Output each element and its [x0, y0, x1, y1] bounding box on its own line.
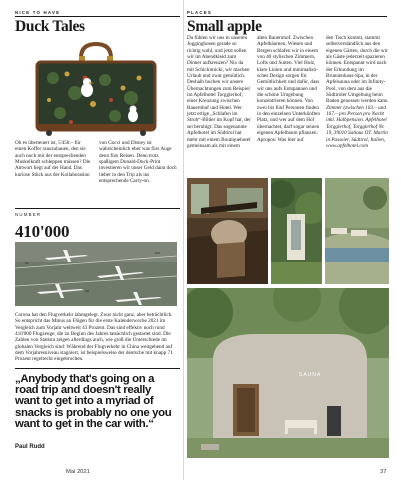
section-kicker-places: PLACES	[187, 10, 213, 15]
small-apple-col2: alten Bauernhof. Zwischen Apfelbäumen, Wiesen und Bergen schlafen wir in einem von 40 stylischen Zimmern, Lofts und Suiten. Viel Holz, klare Linien und minimalistisches Design sorgen für Gemütlichkeit und dafür, dass wir uns aufs Entspannen und die schöne Umgebung konzentrieren können. Von zwei bis fünf Personen finden in den einzelnen Unterkünften Platz, und wer auf dem Hof übernachtet, darf sogar seinen eigenen Apfelbaum pflanzen. Apropos: Was hier auf	[257, 35, 320, 143]
quote-rule	[15, 368, 180, 369]
section-kicker-nice-to-have: NICE TO HAVE	[15, 10, 61, 15]
small-apple-col3-text: den Tisch kommt, stammt selbstverständlich aus den eigenen Gärten, durch die wir als Gäste jederzeit spazieren können. Entspannt wird nach der Erkundung im Brunnenhaus-Spa, in der Apfelsauna oder im Infinity-Pool, von dem aus die Südtiroler Umgebung beim Baden genossen werden kann.	[326, 35, 389, 105]
duck-tales-col2: von Gucci und Disney ist wahrscheinlich eher was fürs Auge denn fürs Reisen. Denn trotz spaßigem Donald-Duck-Print investieren wir unser Geld dann doch lieber in den Trip als ins entsprechende Carry-on.	[99, 140, 177, 185]
hotel-interior-wood-image	[187, 178, 268, 284]
duck-tales-col1: Ob es überteuert ist, 5'450.– für einen Koffer rauszuhauen, den sie auch noch mit der entsprechenden Muskelkraft schleppen müssen? Die Antwort liegt auf der Hand. Das kuriose Stück aus der Kollaboration	[15, 140, 91, 178]
big-number-410000: 410'000	[15, 222, 70, 241]
hotel-exterior-greenery-image	[271, 178, 322, 284]
hotel-info-italic: Zimmer (zwischen 103.– und 167.– pro Person pro Nacht inkl. Halbpension. Apfelhotel Torgglerhof, Torgglerhof Nr. 19, 39010 Saltaus OT. Martin in Passeier, Südtirol, Italien, www.apfelhotel.com	[326, 104, 388, 149]
quote-author: Paul Rudd	[15, 444, 45, 450]
number-explanation-text: Corona hat den Flugverkehr lahmgelegt. Zwar nicht ganz, aber beträchtlich. So entspricht das Minus an Flügen für die erste Kalenderwoche 2021 im Vergleich zum Vorjahr weltweit 43 Prozent. Das sind effektiv noch rund 410'000 Flugzeuge, die zu Beginn des Jahres tatsächlich gestartet sind. Die Zahlen von Statista zeigen allerdings auch, wie groß die Unterschiede im globalen Vergleich sind: Während der Flugverkehr in China weitgehend auf dem Vorjahresniveau stagniert, ist beispielsweise der deutsche mit knapp 71 Prozent regelrecht eingebrochen.	[15, 312, 173, 363]
number-rule	[15, 208, 180, 209]
paul-rudd-quote: „Anybody that's going on a road trip and doesn't really want to get into a myriad of snacks is probably no one you want to get in the car with.“	[15, 373, 172, 430]
top-rule-right	[187, 16, 387, 17]
pool-loungers-image	[325, 178, 389, 284]
small-apple-col3	[326, 35, 389, 149]
footer-date: Mai 2021	[66, 469, 90, 475]
gucci-duck-suitcase-image	[15, 38, 177, 138]
sauna-building-image	[187, 288, 389, 458]
top-rule-left	[15, 16, 180, 17]
page-number: 37	[380, 469, 387, 475]
parked-planes-image	[15, 242, 177, 306]
number-kicker: NUMBER	[15, 212, 42, 217]
duck-tales-headline: Duck Tales	[15, 18, 85, 35]
sauna-sign-text: SAUNA	[299, 372, 322, 378]
small-apple-col1: Da fühlen wir uns in unseren Jogginghosen gerade so richtig wohl, und jetzt sollen wir im Abendkleid zum Dinner aufkreuzen? Nix da mit Schickimicki, wir machen Urlaub und zwar gemütlich. Deshalb buchen wir unsere Übernachtungen zum Beispiel im Apfelhotel Torgglerhof, einer Kreuzung zwischen Bauernhof und Hotel. Wer jetzt ertige „Schlafen im Stroh“-Bilder im Kopf hat, der sei beruhigt: Das sogenannte Apfelhotel im Südtirol hat mehr mit einem Boutiquehotel gemeinsam als mit einem	[187, 35, 251, 149]
small-apple-headline: Small apple	[187, 18, 262, 35]
page-gutter	[183, 0, 184, 480]
